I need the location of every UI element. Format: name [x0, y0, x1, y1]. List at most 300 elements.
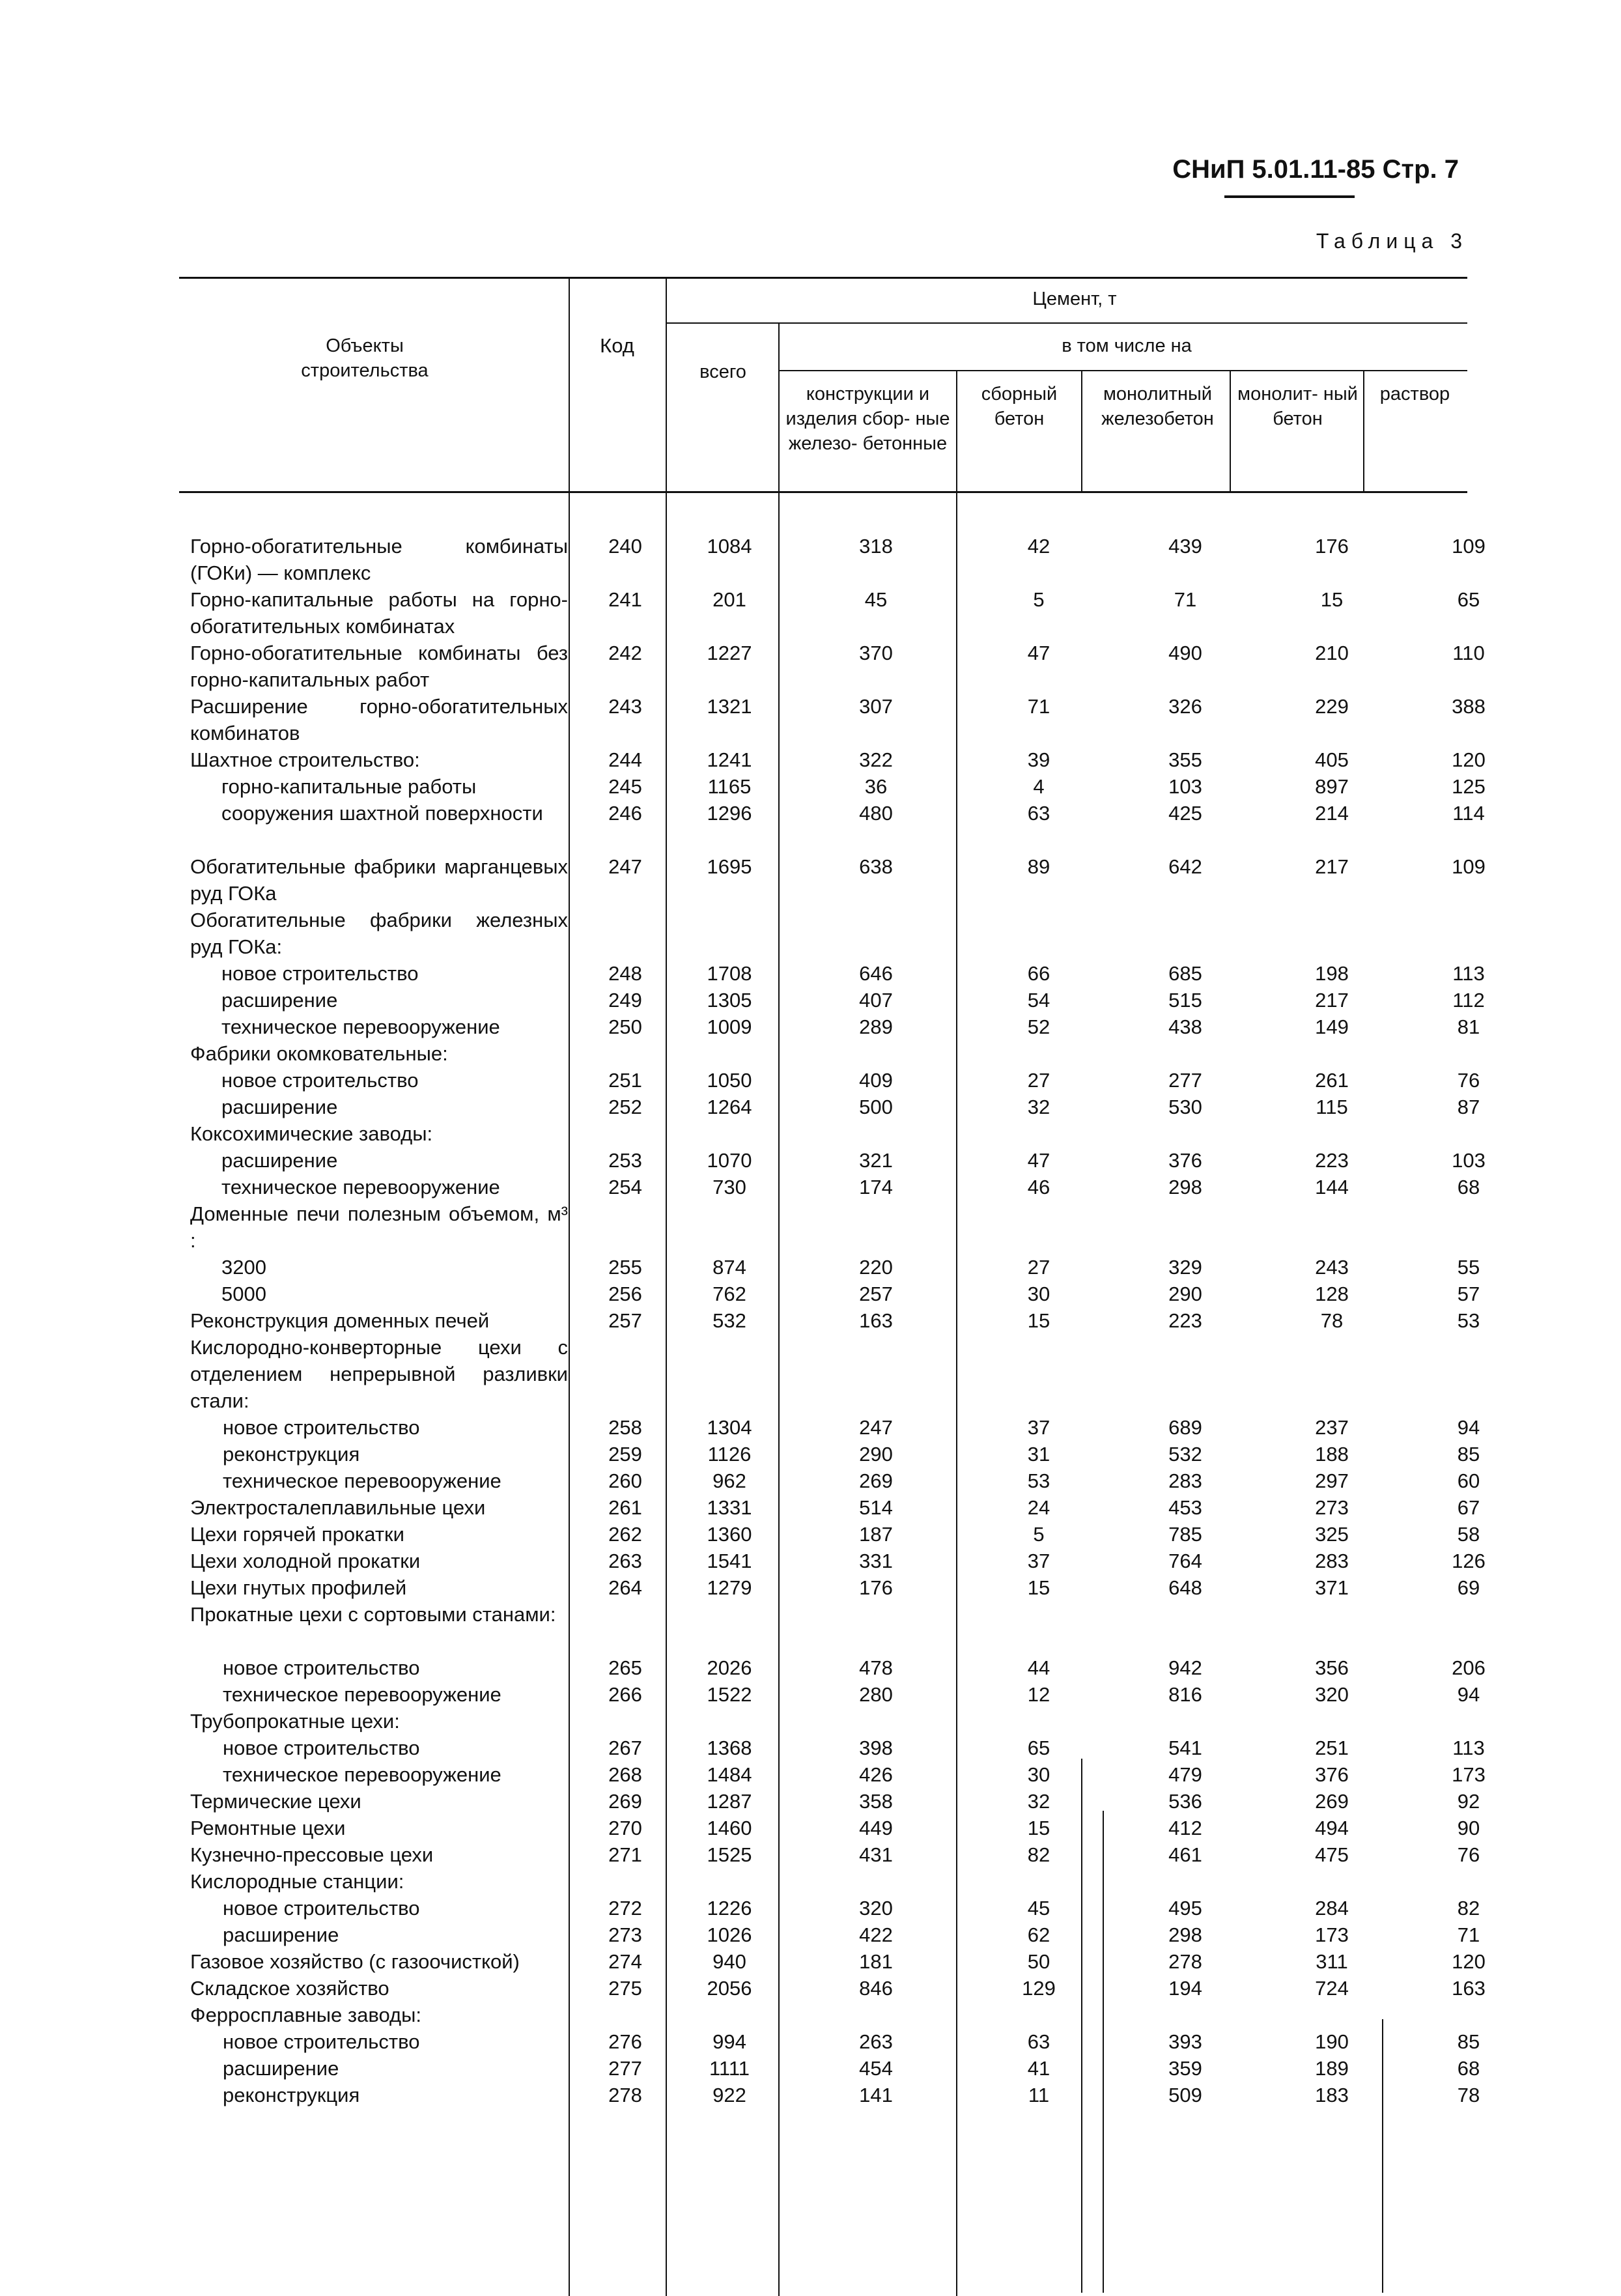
row-sborny: 37	[1027, 1550, 1050, 1572]
row-konstr: 163	[859, 1309, 893, 1332]
row-monolit-b: 210	[1315, 642, 1349, 664]
row-code: 258	[608, 1416, 642, 1439]
row-monolit-zb: 785	[1168, 1523, 1202, 1546]
row-object-name: Обогатительные фабрики марганцевых руд ГОКа	[190, 855, 568, 905]
row-code: 269	[608, 1790, 642, 1813]
row-rastvor: 85	[1457, 2030, 1480, 2053]
row-rastvor: 120	[1452, 1950, 1486, 1973]
row-sborny: 47	[1027, 642, 1050, 664]
row-monolit-b: 311	[1316, 1950, 1348, 1973]
row-monolit-zb: 689	[1168, 1416, 1202, 1439]
row-total: 2026	[707, 1656, 752, 1679]
row-code: 246	[608, 802, 642, 825]
row-sborny: 30	[1027, 1763, 1050, 1786]
row-code: 262	[608, 1523, 642, 1546]
row-monolit-b: 356	[1315, 1656, 1349, 1679]
row-total: 1026	[707, 1923, 752, 1946]
row-rastvor: 67	[1457, 1496, 1480, 1519]
row-monolit-zb: 376	[1168, 1149, 1202, 1172]
row-sborny: 89	[1027, 855, 1050, 878]
row-sborny: 82	[1027, 1843, 1050, 1866]
row-rastvor: 58	[1457, 1523, 1480, 1546]
row-code: 247	[608, 855, 642, 878]
row-monolit-zb: 648	[1168, 1576, 1202, 1599]
row-monolit-zb: 103	[1168, 775, 1202, 798]
row-sborny: 54	[1027, 989, 1050, 1012]
row-sborny: 63	[1027, 802, 1050, 825]
row-monolit-zb: 329	[1168, 1256, 1202, 1279]
row-total: 1050	[707, 1069, 752, 1092]
row-monolit-zb: 764	[1168, 1550, 1202, 1572]
row-code: 245	[608, 775, 642, 798]
row-object-name: новое строительство	[223, 1897, 420, 1920]
row-monolit-b: 320	[1315, 1683, 1349, 1706]
header-bottom-rule	[179, 491, 1467, 493]
row-konstr: 290	[859, 1443, 893, 1466]
row-code: 241	[608, 588, 642, 611]
col-cement-header: Цемент, т	[1032, 289, 1117, 309]
row-total: 1331	[707, 1496, 752, 1519]
row-code: 278	[608, 2084, 642, 2106]
row-sborny: 44	[1027, 1656, 1050, 1679]
row-code: 240	[608, 535, 642, 558]
row-konstr: 846	[859, 1977, 893, 2000]
row-sborny: 52	[1027, 1015, 1050, 1038]
row-object-name: расширение	[221, 1096, 338, 1118]
row-object-name: Горно-обогатительные комбинаты (ГОКи) — комплекс	[190, 535, 568, 584]
row-konstr: 514	[859, 1496, 893, 1519]
row-total: 1227	[707, 642, 752, 664]
row-total: 922	[712, 2084, 746, 2106]
row-sborny: 47	[1027, 1149, 1050, 1172]
col-including-header: в том числе на	[1062, 335, 1192, 356]
row-code: 252	[608, 1096, 642, 1118]
row-monolit-b: 78	[1320, 1309, 1344, 1332]
row-code: 264	[608, 1576, 642, 1599]
row-monolit-b: 261	[1315, 1069, 1349, 1092]
row-object-name: Трубопрокатные цехи:	[190, 1710, 400, 1733]
row-monolit-zb: 326	[1168, 695, 1202, 718]
row-total: 1305	[707, 989, 752, 1012]
row-monolit-b: 494	[1315, 1817, 1349, 1839]
row-object-name: расширение	[221, 989, 338, 1012]
row-monolit-zb: 685	[1168, 962, 1202, 985]
row-sborny: 4	[1033, 775, 1045, 798]
row-rastvor: 113	[1452, 962, 1485, 985]
row-konstr: 257	[859, 1283, 893, 1305]
row-object-name: техническое перевооружение	[223, 1469, 501, 1492]
row-monolit-zb: 479	[1168, 1763, 1202, 1786]
row-konstr: 358	[859, 1790, 893, 1813]
col-code-header: Код	[600, 334, 634, 357]
row-code: 250	[608, 1015, 642, 1038]
row-monolit-b: 405	[1315, 748, 1349, 771]
row-code: 255	[608, 1256, 642, 1279]
row-object-name: техническое перевооружение	[221, 1176, 500, 1198]
table-top-rule	[179, 277, 1467, 279]
row-total: 532	[712, 1309, 746, 1332]
row-code: 275	[608, 1977, 642, 2000]
row-total: 874	[712, 1256, 746, 1279]
row-monolit-zb: 541	[1168, 1736, 1202, 1759]
col-total-header: всего	[699, 361, 746, 382]
row-code: 243	[608, 695, 642, 718]
row-konstr: 320	[859, 1897, 893, 1920]
row-monolit-zb: 393	[1168, 2030, 1202, 2053]
row-object-name: Горно-обогатительные комбинаты без горно-капитальных работ	[190, 642, 568, 691]
row-code: 249	[608, 989, 642, 1012]
row-monolit-b: 251	[1315, 1736, 1349, 1759]
row-monolit-zb: 283	[1168, 1469, 1202, 1492]
row-sborny: 11	[1028, 2084, 1050, 2106]
row-sborny: 53	[1027, 1469, 1050, 1492]
row-monolit-b: 724	[1315, 1977, 1349, 2000]
row-sborny: 31	[1027, 1443, 1050, 1466]
row-monolit-zb: 642	[1168, 855, 1202, 878]
row-konstr: 36	[864, 775, 888, 798]
row-rastvor: 120	[1452, 748, 1486, 771]
row-code: 270	[608, 1817, 642, 1839]
row-monolit-b: 176	[1315, 535, 1349, 558]
row-konstr: 398	[859, 1736, 893, 1759]
row-sborny: 46	[1027, 1176, 1050, 1198]
row-monolit-zb: 355	[1168, 748, 1202, 771]
row-konstr: 269	[859, 1469, 893, 1492]
row-rastvor: 60	[1457, 1469, 1480, 1492]
row-monolit-zb: 290	[1168, 1283, 1202, 1305]
row-rastvor: 65	[1457, 588, 1480, 611]
row-code: 266	[608, 1683, 642, 1706]
row-sborny: 50	[1027, 1950, 1050, 1973]
row-konstr: 45	[864, 588, 888, 611]
row-sborny: 41	[1027, 2057, 1050, 2080]
cement-rule	[666, 322, 1467, 324]
row-monolit-b: 243	[1315, 1256, 1349, 1279]
row-total: 1695	[707, 855, 752, 878]
row-object-name: расширение	[221, 1149, 338, 1172]
row-monolit-b: 297	[1315, 1469, 1349, 1492]
row-sborny: 15	[1027, 1576, 1050, 1599]
row-object-name: Реконструкция доменных печей	[190, 1309, 490, 1332]
row-monolit-b: 217	[1315, 855, 1349, 878]
row-object-name: техническое перевооружение	[221, 1015, 500, 1038]
row-rastvor: 57	[1457, 1283, 1480, 1305]
row-rastvor: 114	[1452, 802, 1485, 825]
row-monolit-b: 284	[1315, 1897, 1349, 1920]
row-total: 962	[712, 1469, 746, 1492]
row-object-name: Кислородно-конверторные цехи с отделением непрерывной разливки стали:	[190, 1336, 568, 1412]
row-total: 1708	[707, 962, 752, 985]
row-object-name: Горно-капитальные работы на горно-обогатительных комбинатах	[190, 588, 568, 638]
row-rastvor: 81	[1457, 1015, 1480, 1038]
row-sborny: 129	[1022, 1977, 1056, 2000]
row-sborny: 42	[1027, 535, 1050, 558]
row-monolit-b: 325	[1315, 1523, 1349, 1546]
row-total: 2056	[707, 1977, 752, 2000]
row-konstr: 141	[859, 2084, 893, 2106]
row-sborny: 63	[1027, 2030, 1050, 2053]
row-monolit-b: 189	[1315, 2057, 1349, 2080]
row-code: 254	[608, 1176, 642, 1198]
row-monolit-zb: 439	[1168, 535, 1202, 558]
row-monolit-zb: 298	[1168, 1923, 1202, 1946]
row-monolit-b: 217	[1315, 989, 1349, 1012]
row-konstr: 638	[859, 855, 893, 878]
row-monolit-b: 214	[1315, 802, 1349, 825]
row-total: 1321	[707, 695, 752, 718]
row-code: 271	[608, 1843, 642, 1866]
row-total: 730	[712, 1176, 746, 1198]
row-total: 201	[712, 588, 746, 611]
row-object-name: новое строительство	[221, 962, 419, 985]
row-konstr: 181	[859, 1950, 893, 1973]
row-rastvor: 163	[1452, 1977, 1486, 2000]
row-sborny: 45	[1027, 1897, 1050, 1920]
row-konstr: 187	[859, 1523, 893, 1546]
row-monolit-zb: 453	[1168, 1496, 1202, 1519]
row-total: 762	[712, 1283, 746, 1305]
row-rastvor: 82	[1457, 1897, 1480, 1920]
row-total: 1084	[707, 535, 752, 558]
row-code: 256	[608, 1283, 642, 1305]
row-object-name: Ферросплавные заводы:	[190, 2004, 421, 2026]
row-total: 1241	[707, 748, 752, 771]
row-object-name: Обогатительные фабрики железных руд ГОКа:	[190, 909, 568, 958]
row-total: 1296	[707, 802, 752, 825]
row-rastvor: 125	[1452, 775, 1486, 798]
row-konstr: 322	[859, 748, 893, 771]
row-monolit-b: 190	[1315, 2030, 1349, 2053]
row-monolit-b: 173	[1315, 1923, 1349, 1946]
row-monolit-zb: 277	[1168, 1069, 1202, 1092]
row-konstr: 478	[859, 1656, 893, 1679]
row-total: 1484	[707, 1763, 752, 1786]
row-object-name: Доменные печи полезным объемом, м³ :	[190, 1202, 568, 1252]
row-object-name: реконструкция	[223, 2084, 360, 2106]
row-object-name: Цехи горячей прокатки	[190, 1523, 404, 1546]
row-rastvor: 109	[1452, 535, 1486, 558]
row-rastvor: 112	[1452, 989, 1485, 1012]
row-code: 259	[608, 1443, 642, 1466]
row-konstr: 426	[859, 1763, 893, 1786]
row-sborny: 32	[1027, 1790, 1050, 1813]
row-konstr: 646	[859, 962, 893, 985]
row-object-name: Кузнечно-прессовые цехи	[190, 1843, 434, 1866]
row-monolit-zb: 438	[1168, 1015, 1202, 1038]
row-monolit-zb: 942	[1168, 1656, 1202, 1679]
row-rastvor: 90	[1457, 1817, 1480, 1839]
row-code: 277	[608, 2057, 642, 2080]
row-total: 1226	[707, 1897, 752, 1920]
row-rastvor: 126	[1452, 1550, 1486, 1572]
row-sborny: 5	[1033, 588, 1045, 611]
row-monolit-zb: 536	[1168, 1790, 1202, 1813]
row-sborny: 71	[1027, 695, 1050, 718]
row-rastvor: 113	[1452, 1736, 1485, 1759]
row-konstr: 454	[859, 2057, 893, 2080]
row-code: 257	[608, 1309, 642, 1332]
row-monolit-b: 128	[1315, 1283, 1349, 1305]
row-monolit-b: 376	[1315, 1763, 1349, 1786]
row-konstr: 331	[859, 1550, 893, 1572]
row-object-name: 5000	[221, 1283, 266, 1305]
row-rastvor: 85	[1457, 1443, 1480, 1466]
row-object-name: новое строительство	[223, 2030, 420, 2053]
row-konstr: 449	[859, 1817, 893, 1839]
row-monolit-zb: 425	[1168, 802, 1202, 825]
row-rastvor: 94	[1457, 1416, 1480, 1439]
row-konstr: 176	[859, 1576, 893, 1599]
row-object-name: новое строительство	[221, 1069, 419, 1092]
row-object-name: Расширение горно-обогатительных комбинатов	[190, 695, 568, 744]
row-rastvor: 68	[1457, 1176, 1480, 1198]
row-object-name: Цехи гнутых профилей	[190, 1576, 407, 1599]
row-object-name: Коксохимические заводы:	[190, 1122, 433, 1145]
row-code: 251	[608, 1069, 642, 1092]
row-monolit-zb: 71	[1174, 588, 1197, 611]
header-rule	[1224, 195, 1355, 198]
row-konstr: 409	[859, 1069, 893, 1092]
row-konstr: 263	[859, 2030, 893, 2053]
row-object-name: Электросталеплавильные цехи	[190, 1496, 486, 1519]
vrule-mz-right	[1230, 370, 1231, 491]
row-monolit-b: 371	[1315, 1576, 1349, 1599]
row-code: 272	[608, 1897, 642, 1920]
row-code: 265	[608, 1656, 642, 1679]
table-label: Таблица 3	[1316, 229, 1468, 253]
row-konstr: 321	[859, 1149, 893, 1172]
row-total: 940	[712, 1950, 746, 1973]
col-monolit-b-header: монолит- ный бетон	[1237, 384, 1358, 429]
row-total: 1360	[707, 1523, 752, 1546]
row-sborny: 32	[1027, 1096, 1050, 1118]
row-code: 261	[608, 1496, 642, 1519]
row-code: 248	[608, 962, 642, 985]
row-monolit-b: 198	[1315, 962, 1349, 985]
row-konstr: 307	[859, 695, 893, 718]
row-rastvor: 92	[1457, 1790, 1480, 1813]
row-total: 1287	[707, 1790, 752, 1813]
row-total: 1111	[709, 2057, 750, 2080]
row-total: 1304	[707, 1416, 752, 1439]
row-monolit-b: 229	[1315, 695, 1349, 718]
row-monolit-zb: 532	[1168, 1443, 1202, 1466]
row-code: 263	[608, 1550, 642, 1572]
col-monolit-zb-header: монолитный железобетон	[1101, 384, 1214, 429]
row-rastvor: 78	[1457, 2084, 1480, 2106]
row-monolit-zb: 278	[1168, 1950, 1202, 1973]
row-monolit-b: 237	[1315, 1416, 1349, 1439]
vrule-mb-right	[1363, 370, 1364, 491]
row-code: 274	[608, 1950, 642, 1973]
row-total: 1368	[707, 1736, 752, 1759]
row-object-name: 3200	[221, 1256, 266, 1279]
row-monolit-zb: 816	[1168, 1683, 1202, 1706]
row-monolit-zb: 490	[1168, 642, 1202, 664]
row-object-name: новое строительство	[223, 1656, 420, 1679]
row-object-name: Фабрики окомковательные:	[190, 1042, 448, 1065]
row-object-name: Шахтное строительство:	[190, 748, 420, 771]
row-rastvor: 68	[1457, 2057, 1480, 2080]
row-monolit-zb: 515	[1168, 989, 1202, 1012]
row-monolit-b: 269	[1315, 1790, 1349, 1813]
row-sborny: 62	[1027, 1923, 1050, 1946]
row-sborny: 65	[1027, 1736, 1050, 1759]
row-total: 1279	[707, 1576, 752, 1599]
row-rastvor: 206	[1452, 1656, 1486, 1679]
col-objects-header: Объекты строительства	[301, 335, 429, 381]
row-konstr: 370	[859, 642, 893, 664]
row-monolit-b: 15	[1320, 588, 1344, 611]
row-total: 1525	[707, 1843, 752, 1866]
row-rastvor: 109	[1452, 855, 1486, 878]
row-code: 267	[608, 1736, 642, 1759]
row-monolit-zb: 461	[1168, 1843, 1202, 1866]
row-total: 1165	[707, 775, 752, 798]
row-rastvor: 71	[1457, 1923, 1480, 1946]
row-object-name: Прокатные цехи с сортовыми станами:	[190, 1603, 556, 1626]
row-code: 242	[608, 642, 642, 664]
row-sborny: 39	[1027, 748, 1050, 771]
col-konstr-header: конструкции и изделия сбор- ные железо- бетонные	[785, 384, 950, 454]
row-sborny: 15	[1027, 1817, 1050, 1839]
row-code: 244	[608, 748, 642, 771]
row-object-name: Ремонтные цехи	[190, 1817, 346, 1839]
row-monolit-b: 283	[1315, 1550, 1349, 1572]
row-monolit-b: 144	[1315, 1176, 1349, 1198]
row-rastvor: 76	[1457, 1069, 1480, 1092]
row-rastvor: 53	[1457, 1309, 1480, 1332]
row-konstr: 174	[859, 1176, 893, 1198]
row-total: 1070	[707, 1149, 752, 1172]
row-object-name: Термические цехи	[190, 1790, 361, 1813]
row-sborny: 66	[1027, 962, 1050, 985]
row-total: 1264	[707, 1096, 752, 1118]
row-object-name: Газовое хозяйство (с газоочисткой)	[190, 1950, 520, 1973]
row-object-name: техническое перевооружение	[223, 1683, 501, 1706]
row-konstr: 220	[859, 1256, 893, 1279]
row-object-name: новое строительство	[223, 1416, 420, 1439]
row-object-name: горно-капитальные работы	[221, 775, 477, 798]
vrule-sborny-right	[1081, 370, 1082, 491]
row-object-name: техническое перевооружение	[223, 1763, 501, 1786]
row-monolit-zb: 298	[1168, 1176, 1202, 1198]
row-rastvor: 69	[1457, 1576, 1480, 1599]
row-monolit-zb: 495	[1168, 1897, 1202, 1920]
row-sborny: 27	[1027, 1256, 1050, 1279]
row-sborny: 5	[1033, 1523, 1045, 1546]
row-konstr: 422	[859, 1923, 893, 1946]
row-monolit-zb: 223	[1168, 1309, 1202, 1332]
row-rastvor: 55	[1457, 1256, 1480, 1279]
row-monolit-zb: 359	[1168, 2057, 1202, 2080]
row-code: 253	[608, 1149, 642, 1172]
row-monolit-b: 223	[1315, 1149, 1349, 1172]
row-sborny: 37	[1027, 1416, 1050, 1439]
row-total: 1541	[707, 1550, 752, 1572]
row-rastvor: 76	[1457, 1843, 1480, 1866]
row-monolit-zb: 530	[1168, 1096, 1202, 1118]
row-sborny: 27	[1027, 1069, 1050, 1092]
col-sborny-header: сборный бетон	[981, 384, 1058, 429]
row-rastvor: 173	[1452, 1763, 1486, 1786]
row-total: 1522	[707, 1683, 752, 1706]
row-code: 273	[608, 1923, 642, 1946]
row-konstr: 247	[859, 1416, 893, 1439]
row-monolit-b: 149	[1315, 1015, 1349, 1038]
row-object-name: Цехи холодной прокатки	[190, 1550, 421, 1572]
row-total: 1009	[707, 1015, 752, 1038]
